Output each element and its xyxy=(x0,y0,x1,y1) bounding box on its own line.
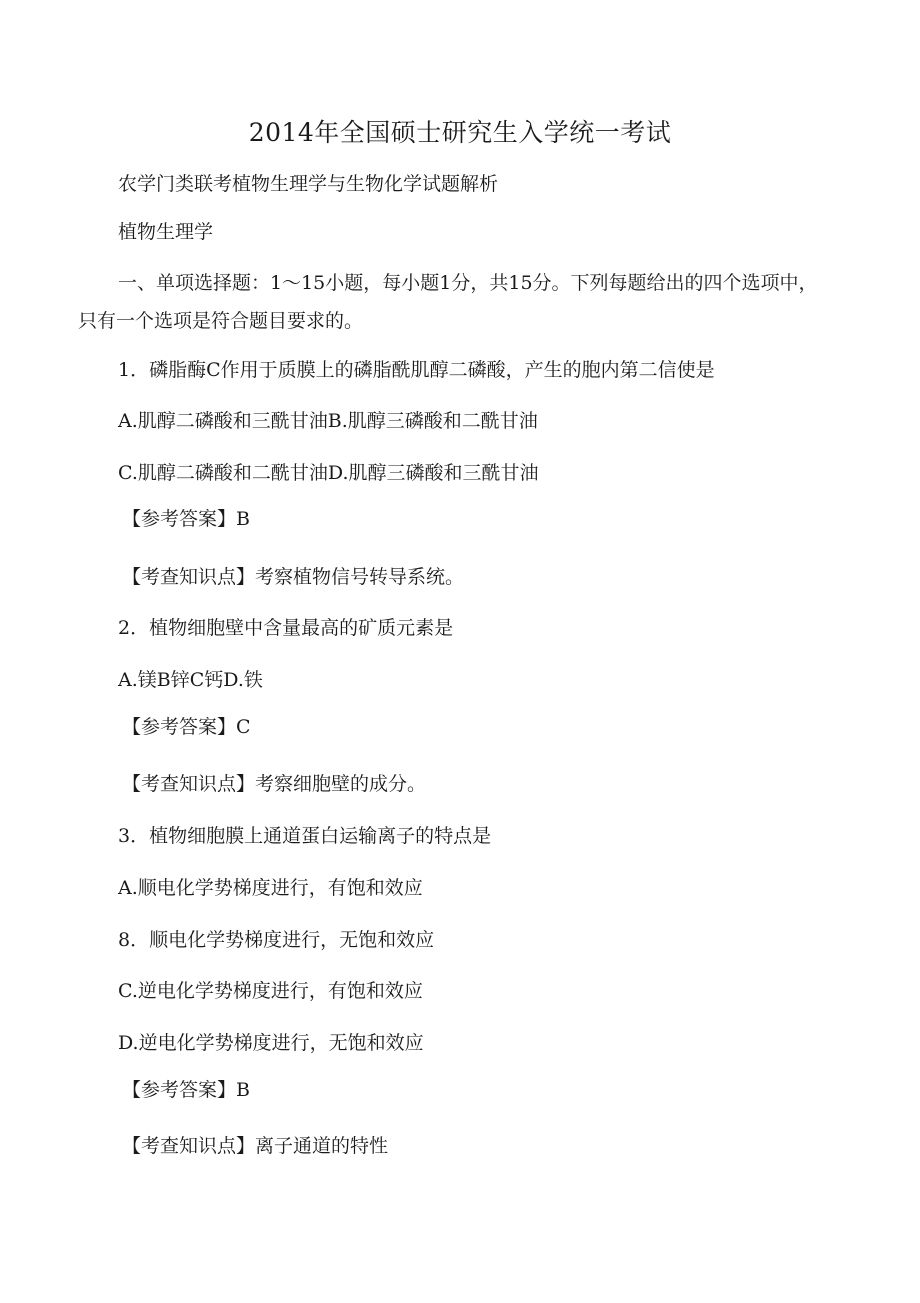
question-1-knowledge: 【考查知识点】考察植物信号转导系统。 xyxy=(122,566,465,588)
question-3-option-a: A.顺电化学势梯度进行，有饱和效应 xyxy=(118,877,423,899)
question-2-stem: 2．植物细胞壁中含量最高的矿质元素是 xyxy=(118,617,454,639)
question-1-option-line-2: C.肌醇二磷酸和二酰甘油D.肌醇三磷酸和三酰甘油 xyxy=(118,462,539,484)
question-3-option-c: C.逆电化学势梯度进行，有饱和效应 xyxy=(118,980,423,1002)
question-3-stem: 3．植物细胞膜上通道蛋白运输离子的特点是 xyxy=(118,825,492,847)
question-3-answer: 【参考答案】B xyxy=(122,1079,250,1101)
section-heading: 植物生理学 xyxy=(118,221,214,243)
question-1-option-line-1: A.肌醇二磷酸和三酰甘油B.肌醇三磷酸和二酰甘油 xyxy=(118,410,538,432)
document-subtitle: 农学门类联考植物生理学与生物化学试题解析 xyxy=(118,173,499,195)
question-2-knowledge: 【考查知识点】考察细胞壁的成分。 xyxy=(122,773,427,795)
question-3-option-d: D.逆电化学势梯度进行，无饱和效应 xyxy=(118,1032,424,1054)
document-title: 2014年全国硕士研究生入学统一考试 xyxy=(248,118,672,147)
instruction-paragraph: 一、单项选择题：1～15小题，每小题1分，共15分。下列每题给出的四个选项中，只有一个选项是符合题目要求的。 xyxy=(78,272,818,332)
question-2-options: A.镁B锌C钙D.铁 xyxy=(118,669,263,691)
question-3-option-b: 8．顺电化学势梯度进行，无饱和效应 xyxy=(118,929,435,951)
question-2-answer: 【参考答案】C xyxy=(122,716,251,738)
question-3-knowledge: 【考查知识点】离子通道的特性 xyxy=(122,1135,389,1157)
question-1-answer: 【参考答案】B xyxy=(122,508,250,530)
question-1-stem: 1．磷脂酶C作用于质膜上的磷脂酰肌醇二磷酸，产生的胞内第二信使是 xyxy=(118,359,715,381)
